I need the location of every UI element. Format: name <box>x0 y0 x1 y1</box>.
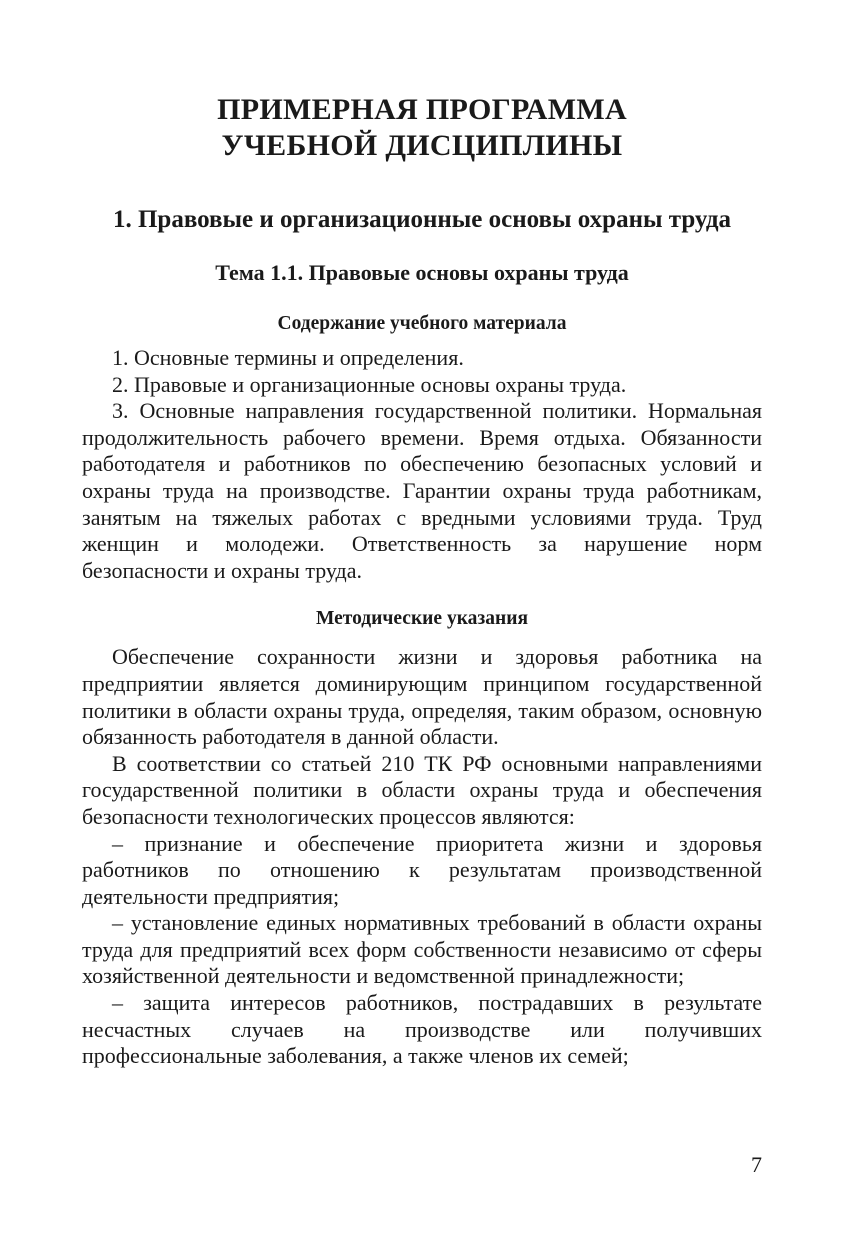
main-title <box>82 92 762 164</box>
content-heading: Содержание учебного материала <box>277 313 567 334</box>
methodic-text <box>82 644 762 1070</box>
methodic-list-item-3: – защита интересов работников, пострадавших в результате несчастных случаев на производстве или получивших профессиональные заболевания, а также членов их семей; <box>82 990 762 1069</box>
content-item-2: 2. Правовые и организационные основы охраны труда. <box>112 371 627 397</box>
main-title-line-1: ПРИМЕРНАЯ ПРОГРАММА <box>217 93 627 126</box>
topic-title: Тема 1.1. Правовые основы охраны труда <box>215 260 629 285</box>
methodic-paragraph-2: В соответствии со статьей 210 ТК РФ основными направлениями государственной политики в области охраны труда и обеспечения безопасности технологических процессов являются: <box>82 750 762 829</box>
page-number: 7 <box>751 1152 762 1177</box>
methodic-paragraph-1: Обеспечение сохранности жизни и здоровья работника на предприятии является доминирующим принципом государственной политики в области охраны труда, определяя, таким образом, основную обязанность работодателя в данной области. <box>82 644 762 750</box>
document-page <box>82 92 762 1070</box>
content-item-3: 3. Основные направления государственной политики. Нормальная продолжительность рабочего времени. Время отдыха. Обязанности работодателя и работников по обеспечению безопасных условий и охраны труда на производстве. Гарантии охраны труда работникам, занятым на тяжелых работах с вредными условиями труда. Труд женщин и молодежи. Ответственность за нарушение норм безопасности и охраны труда. <box>82 398 762 583</box>
content-list <box>82 345 762 584</box>
methodic-list-item-1: – признание и обеспечение приоритета жизни и здоровья работников по отношению к результатам производственной деятельности предприятия; <box>82 830 762 909</box>
section-title: 1. Правовые и организационные основы охраны труда <box>112 206 731 233</box>
methodic-list-item-2: – установление единых нормативных требований в области охраны труда для предприятий всех форм собственности независимо от сферы хозяйственной деятельности и ведомственной принадлежности; <box>82 910 762 989</box>
methodic-heading: Методические указания <box>315 608 528 630</box>
main-title-line-2: УЧЕБНОЙ ДИСЦИПЛИНЫ <box>221 129 623 162</box>
content-item-1: 1. Основные термины и определения. <box>112 345 464 370</box>
